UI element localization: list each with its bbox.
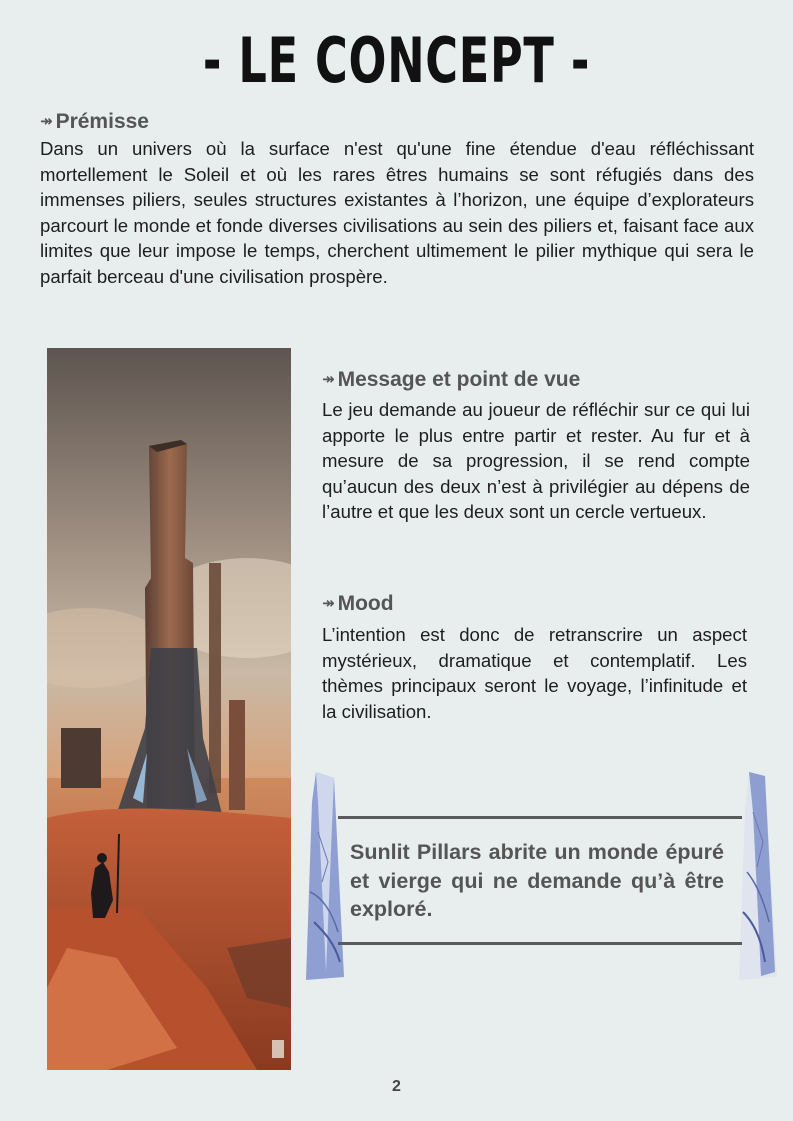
- mood-heading: [322, 591, 394, 617]
- message-heading-label: Message et point de vue: [337, 368, 581, 391]
- premise-heading: [40, 109, 149, 135]
- pillar-concept-artwork: [47, 348, 291, 1070]
- arrow-icon: ↠: [40, 113, 53, 130]
- mood-paragraph: L’intention est donc de retranscrire un aspect mystérieux, dramatique et contemplatif. Les thèmes principaux seront le voyage, l’infinitude et la civilisation.: [322, 624, 747, 722]
- page-number: 2: [392, 1078, 401, 1095]
- quote-bottom-rule: [338, 942, 742, 945]
- premise-paragraph: Dans un univers où la surface n'est qu'une fine étendue d'eau réfléchissant mortellement le Soleil et où les rares êtres humains se sont réfugiés dans des immenses piliers, seules structures existantes à l’horizon, une équipe d’explorateurs parcourt le monde et fonde diverses civilisations au sein des piliers et, faisant face aux limites que leur impose le temps, cherchent ultimement le pilier mythique qui sera le parfait berceau d'une civilisation prospère.: [40, 138, 754, 287]
- premise-heading-label: Prémisse: [55, 110, 149, 133]
- mood-heading-label: Mood: [337, 592, 394, 615]
- right-pillar-illustration: [735, 772, 779, 982]
- arrow-icon: ↠: [322, 595, 335, 612]
- message-paragraph: Le jeu demande au joueur de réfléchir sur ce qui lui apporte le plus entre partir et rester. Au fur et à mesure de sa progression, il se rend compte qu’aucun des deux n’est à privilégier au dépens de l’autre et que les deux sont un cercle vertueux.: [322, 399, 750, 523]
- page-title: - LE CONCEPT -: [202, 24, 591, 97]
- arrow-icon: ↠: [322, 371, 335, 388]
- message-heading: [322, 367, 580, 393]
- pull-quote: Sunlit Pillars abrite un monde épuré et vierge qui ne demande qu’à être exploré.: [350, 840, 724, 921]
- quote-top-rule: [338, 816, 742, 819]
- left-pillar-illustration: [304, 772, 348, 982]
